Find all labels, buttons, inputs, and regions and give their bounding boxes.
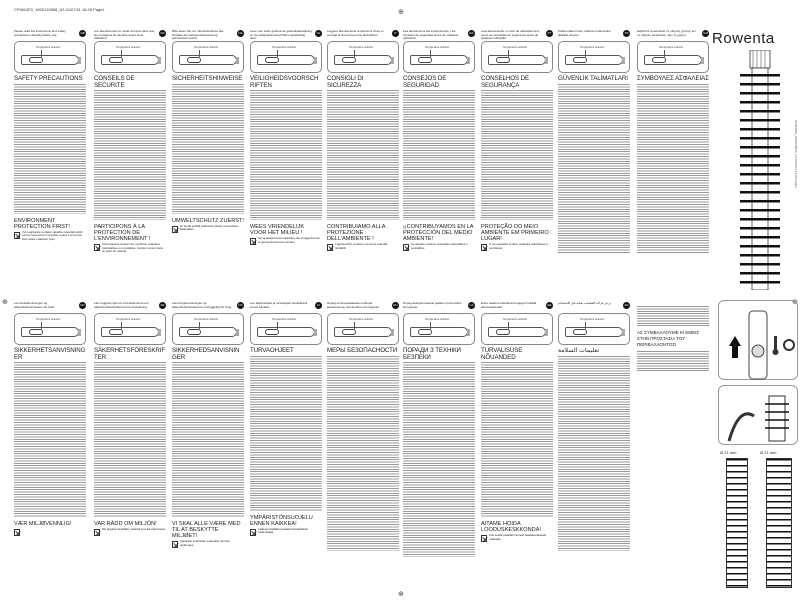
language-section-es: [403, 30, 475, 253]
recycle-bin-icon: [481, 244, 487, 251]
body-text: [250, 356, 322, 511]
environment-title: PROTEÇÃO DO MEIO AMBIENTE EM PRIMEIRO LUGAR!: [481, 224, 549, 242]
appliance-diagram: [14, 41, 86, 73]
greek-continuation: [637, 305, 709, 371]
section-title: GÜVENLİK TALİMATLARI: [558, 75, 628, 82]
bristle-row: [740, 218, 780, 221]
registration-mark-icon: ⊕: [792, 299, 798, 306]
recycle-bin-icon: [403, 244, 409, 251]
recycle-bin-icon: [172, 226, 178, 233]
bristle-row: [740, 164, 780, 167]
environment-text-content: Apparatet indeholder materialer, der kan genbruges.: [180, 539, 230, 547]
environment-title: ΑΣ ΣΥΜΒΑΛΛΟΥΜΕ ΚΙ ΕΜΕΙΣ ΣΤΗΝ ΠΡΟΣΤΑΣΙΑ ΤΟΥ ΠΕΡΙΒΑΛΛΟΝΤΟΣ!: [637, 330, 700, 347]
section-title: SICHERHEITSHINWEISE: [172, 75, 243, 82]
appliance-diagram: [558, 313, 630, 345]
temperature-switch-icon: [342, 57, 356, 63]
body-text: [14, 362, 86, 517]
environment-text-content: Din apparat innehåller material som kan återvinnas.: [102, 527, 166, 531]
environment-text: [250, 237, 322, 247]
diagram-label: Temperature selector: [502, 318, 528, 321]
body-text: [637, 306, 709, 326]
body-text: [94, 90, 166, 220]
intro-text: Lue käyttöohjeet ja turvaohjeet huolellisesti ennen käyttöä.: [250, 301, 308, 309]
temperature-switch-icon: [418, 329, 432, 335]
language-badge: TR: [624, 31, 629, 35]
section-title: SÄKERHETSFÖRESKRIFTER: [94, 347, 166, 361]
bristle-row: [740, 146, 780, 149]
bristle-row: [740, 128, 780, 131]
language-section-fr: [94, 30, 166, 254]
environment-text: [94, 243, 166, 254]
bristle-row: [740, 101, 780, 104]
language-section-dk: [172, 302, 244, 550]
environment-text: [403, 243, 475, 253]
intro-text: Leggere attentamente le istruzioni d'uso e i consigli di sicurezza prima dell'utilizzo.: [327, 29, 385, 37]
language-section-se: [94, 302, 166, 538]
environment-text: [250, 528, 322, 538]
print-header: CF9810F0_1800120556_A3 01/07/11 16:28 Page1: [14, 7, 105, 12]
temperature-switch-icon: [29, 329, 43, 335]
diagram-label: Temperature selector: [35, 318, 61, 321]
language-badge: GR: [703, 31, 708, 35]
bristle-row: [740, 191, 780, 194]
diagram-label: Temperature selector: [579, 46, 605, 49]
arrow-up-icon: [719, 301, 799, 381]
language-section-gb: [14, 30, 86, 241]
document-code: CF9810F0_1800120556_A3 01/07/11 16:28 Page1: [794, 120, 798, 189]
bristle-row: [740, 245, 780, 248]
diagram-label: Temperature selector: [115, 46, 141, 49]
environment-title: VÆR MILJØVENNLIG!: [14, 521, 72, 527]
environment-title: WEES VRIENDELIJK VOOR HET MILIEU !: [250, 224, 305, 236]
section-title: CONSEJOS DE SEGURIDAD: [403, 75, 447, 89]
environment-text-content: Your appliance contains valuable materials which can be recovered or recycled. Leave it at a local civic waste collection point.: [22, 229, 83, 241]
environment-text: [94, 528, 166, 538]
temperature-switch-icon: [109, 57, 123, 63]
environment-text-content: L'apparecchio contiene numerosi materiali riciclabili.: [335, 242, 388, 250]
language-section-ru: [327, 302, 399, 551]
recycle-bin-icon: [94, 244, 100, 251]
recycle-bin-icon: [94, 529, 100, 536]
language-badge: SE: [160, 303, 165, 307]
temperature-switch-icon: [496, 57, 510, 63]
bristle-row: [740, 173, 780, 176]
recycle-bin-icon: [250, 529, 256, 536]
body-text: [637, 84, 709, 254]
bristle-row: [740, 227, 780, 230]
diagram-label: Temperature selector: [502, 46, 528, 49]
diagram-label: Temperature selector: [424, 318, 450, 321]
registration-mark-icon: ⊕: [2, 299, 8, 306]
environment-text: [481, 243, 553, 253]
intro-text: Lees voor ieder gebruik de gebruiksaanwijzing en de veiligheidsvoorschriften aandachtig door.: [250, 29, 312, 41]
round-brush-illustration: [735, 50, 785, 290]
language-badge: ES: [469, 31, 474, 35]
bristle-row: [740, 137, 780, 140]
body-text: [94, 362, 166, 517]
environment-text-content: O seu aparelho contém materiais valorizáveis e recicláveis.: [489, 242, 548, 250]
bristle-row: [740, 281, 780, 284]
intro-text: Enne seadme kasutamist lugege hoolikalt kasutusjuhendit.: [481, 301, 537, 309]
environment-text-content: Uw apparaat bevat materialen die teruggewonnen of gerecycled kunnen worden.: [258, 236, 320, 244]
language-section-gr: [637, 30, 709, 254]
language-badge: UA: [469, 303, 474, 307]
appliance-diagram: [94, 313, 166, 345]
language-badge: IT: [392, 30, 399, 37]
section-title: TURVAOHJEET: [250, 347, 294, 354]
body-text: [403, 362, 475, 557]
environment-title: UMWELTSCHUTZ ZUERST!: [172, 217, 244, 224]
language-badge: AR: [624, 303, 629, 307]
registration-mark-icon: ⊕: [398, 9, 404, 16]
bristle-row: [740, 92, 780, 95]
section-title: TURVALISUSE NÕUANDED: [481, 347, 523, 361]
appliance-diagram: [94, 41, 166, 73]
appliance-diagram: [327, 313, 399, 345]
environment-title: VAR RÄDD OM MILJÖN!: [94, 521, 157, 527]
diagram-label: Temperature selector: [271, 46, 297, 49]
bristle-row: [740, 263, 780, 266]
appliance-diagram: [172, 41, 244, 73]
language-badge: NL: [316, 31, 321, 35]
body-text: [403, 90, 475, 220]
figure-temperature-settings: [718, 300, 798, 380]
bristle-row: [740, 272, 780, 275]
recycle-bin-icon: [14, 232, 20, 239]
bristle-row: [740, 254, 780, 257]
bristle-row: [740, 110, 780, 113]
brand-logo: Rowenta: [712, 30, 775, 47]
language-badge: NO: [80, 303, 85, 307]
appliance-diagram: [403, 313, 475, 345]
appliance-diagram: [250, 313, 322, 345]
bristle-row: [740, 236, 780, 239]
appliance-diagram: [14, 313, 86, 345]
intro-text: Læs brugsanvisningen og sikkerhedsinstrukserne omhyggeligt før brug.: [172, 301, 232, 309]
appliance-diagram: [403, 41, 475, 73]
bristle-row: [740, 83, 780, 86]
intro-text: Lea atentamente las instrucciones y los consejos de seguridad antes de cualquier utilización.: [403, 29, 459, 41]
body-text: [172, 362, 244, 517]
intro-text: Please read the instructions and safety precautions carefully before use.: [14, 29, 66, 37]
temperature-switch-icon: [418, 57, 432, 63]
recycle-bin-icon: [172, 541, 178, 548]
section-title: CONSELHOS DE SEGURANÇA: [481, 75, 529, 89]
diagram-label: Temperature selector: [348, 318, 374, 321]
body-text: [637, 351, 709, 371]
section-title: ПОРАДИ З ТЕХНІКИ БЕЗПЕКИ: [403, 347, 461, 361]
bristle-row: [740, 155, 780, 158]
language-section-de: [172, 30, 244, 235]
body-text: [14, 84, 86, 214]
figure-brush-sizes: [718, 450, 798, 595]
environment-text: [14, 528, 86, 538]
environment-text: [14, 231, 86, 242]
environment-title: YMPÄRISTÖNSUOJELU ENNEN KAIKKEA!: [250, 514, 313, 527]
temperature-switch-icon: [187, 329, 201, 335]
section-title: تعليمات السلامة: [558, 347, 600, 354]
section-title: SIKKERHEDSANVISNINGER: [172, 347, 240, 361]
appliance-diagram: [558, 41, 630, 73]
body-text: [172, 84, 244, 214]
language-badge: RU: [393, 303, 398, 307]
language-badge: FR: [160, 31, 165, 35]
diagram-label: Temperature selector: [424, 46, 450, 49]
temperature-switch-icon: [652, 57, 666, 63]
section-title: SIKKERHETSANVISNINGER: [14, 347, 86, 361]
environment-text: [172, 225, 244, 235]
temperature-switch-icon: [496, 329, 510, 335]
body-text: [558, 84, 630, 254]
section-title: CONSIGLI DI SICUREZZA: [327, 75, 364, 89]
section-title: МЕРЫ БЕЗОПАСНОСТИ: [327, 347, 398, 354]
language-section-fi: [250, 302, 322, 538]
diagram-label: Temperature selector: [193, 318, 219, 321]
figure-brush-attach: [718, 385, 798, 445]
section-title: ΣΥΜΒΟΥΛΕΣ ΑΣΦΑΛΕΙΑΣ: [637, 75, 709, 82]
language-section-nl: [250, 30, 322, 247]
appliance-diagram: [250, 41, 322, 73]
language-badge: DE: [238, 31, 243, 35]
diagram-label: Temperature selector: [271, 318, 297, 321]
diagram-label: Temperature selector: [115, 318, 141, 321]
language-badge: GB: [80, 31, 85, 35]
intro-text: Läs noggrant igenom instruktionerna och säkerhetsföreskrifterna före användning.: [94, 301, 149, 309]
intro-text: Les bruksanvisningen og sikkerhetsinstruksene før bruk.: [14, 301, 55, 309]
language-badge: PT: [547, 31, 552, 35]
environment-text: [172, 540, 244, 550]
recycle-bin-icon: [14, 529, 20, 536]
temperature-switch-icon: [573, 57, 587, 63]
language-badge: FI: [315, 302, 322, 309]
language-section-no: [14, 302, 86, 538]
environment-title: ¡¡CONTRIBUYAMOS EN LA PROTECCIÓN DEL MEDIO AMBIENTE!: [403, 224, 474, 242]
environment-title: VI SKAL ALLE VÆRE MED TIL AT BESKYTTE MILJØET!: [172, 521, 241, 539]
bristle-row: [740, 74, 780, 77]
diagram-label: Temperature selector: [193, 46, 219, 49]
body-text: [327, 356, 399, 551]
bristle-row: [740, 119, 780, 122]
environment-text-content: Su aparato contiene materiales valorizables o reciclables.: [411, 242, 468, 250]
language-badge: DK: [238, 303, 243, 307]
temperature-switch-icon: [265, 329, 279, 335]
appliance-diagram: [481, 41, 553, 73]
diagram-label: Temperature selector: [579, 318, 605, 321]
environment-text-content: Laitteesi sisältää runsaasti kierrätettäviä materiaaleja.: [258, 526, 308, 534]
language-section-ua: [403, 302, 475, 557]
environment-text-content: Ihr Gerät enthält zahlreiche wieder verwertbare Materialien.: [180, 223, 239, 231]
body-text: [250, 90, 322, 220]
diagram-label: Temperature selector: [348, 46, 374, 49]
temperature-switch-icon: [573, 329, 587, 335]
language-badge: EE: [547, 303, 552, 307]
diagram-label: Temperature selector: [658, 46, 684, 49]
environment-text-content: Votre appareil contient de nombreux matériaux valorisables ou recyclables. Confiez celui-ci dans un point de collecte.: [102, 242, 163, 253]
environment-title: PARTICIPONS À LA PROTECTION DE L'ENVIRONNEMENT !: [94, 224, 151, 242]
environment-text: [327, 243, 399, 253]
language-section-ar: [558, 302, 630, 551]
environment-title: CONTRIBUIAMO ALLA PROTEZIONE DELL'AMBIENTE !: [327, 224, 386, 242]
section-title: CONSEILS DE SECURITE: [94, 75, 135, 89]
environment-title: ENVIRONMENT PROTECTION FIRST!: [14, 217, 70, 230]
language-section-pt: [481, 30, 553, 253]
intro-text: Διαβάστε προσεκτικά τις οδηγίες χρήσης και τις οδηγίες ασφαλείας πριν τη χρήση.: [637, 29, 696, 37]
appliance-diagram: [481, 313, 553, 345]
body-text: [481, 90, 553, 220]
language-section-tr: [558, 30, 630, 254]
temperature-switch-icon: [29, 57, 43, 63]
intro-text: Bitte lesen Sie vor Inbetriebnahme des Gerätes die Gebrauchsanweisung aufmerksam durch.: [172, 29, 224, 41]
recycle-bin-icon: [327, 244, 333, 251]
bristle-row: [740, 209, 780, 212]
intro-text: Перед використанням уважно прочитайте інструкцію.: [403, 301, 462, 309]
appliance-diagram: [637, 41, 709, 73]
environment-text: [481, 534, 553, 544]
temperature-switch-icon: [265, 57, 279, 63]
body-text: [558, 356, 630, 551]
body-text: [327, 90, 399, 220]
temperature-switch-icon: [342, 329, 356, 335]
intro-text: Leia atentamente o modo de utilização bem como as instruções de segurança antes de qualquer utilização.: [481, 29, 540, 41]
temperature-switch-icon: [109, 329, 123, 335]
brush-size-label: Ø 21 mm: [720, 450, 737, 455]
bristle-row: [740, 182, 780, 185]
intro-text: Перед использованием прибора внимательно прочитайте инструкцию.: [327, 301, 380, 309]
appliance-diagram: [327, 41, 399, 73]
diagram-label: Temperature selector: [35, 46, 61, 49]
language-section-ee: [481, 302, 553, 544]
appliance-diagram: [172, 313, 244, 345]
intro-text: Kullanmadan önce, kullanım kılavuzunu dikkatle okuyun.: [558, 29, 611, 37]
bristle-row: [740, 200, 780, 203]
temperature-switch-icon: [187, 57, 201, 63]
section-title: VEILIGHEIDSVOORSCHRIFTEN: [250, 75, 319, 89]
intro-text: Lire attentivement le mode d'emploi ainsi que les consignes de sécurité avant toute utilisation.: [94, 29, 155, 41]
brush-size-label: Ø 21 mm: [760, 450, 777, 455]
language-section-it: [327, 30, 399, 253]
intro-text: يرجى قراءة التعليمات بعناية قبل الاستخدام: [558, 301, 611, 305]
recycle-bin-icon: [481, 535, 487, 542]
registration-mark-icon: ⊕: [398, 591, 404, 598]
recycle-bin-icon: [250, 238, 256, 245]
environment-title: AITAME HOIDA LOODUSKESKKONDA!: [481, 521, 541, 533]
section-title: SAFETY PRECAUTIONS: [14, 75, 83, 82]
environment-text-content: Teie seade sisaldab mitmeid taaskasutatavaid materjale.: [489, 533, 546, 541]
body-text: [481, 362, 553, 517]
